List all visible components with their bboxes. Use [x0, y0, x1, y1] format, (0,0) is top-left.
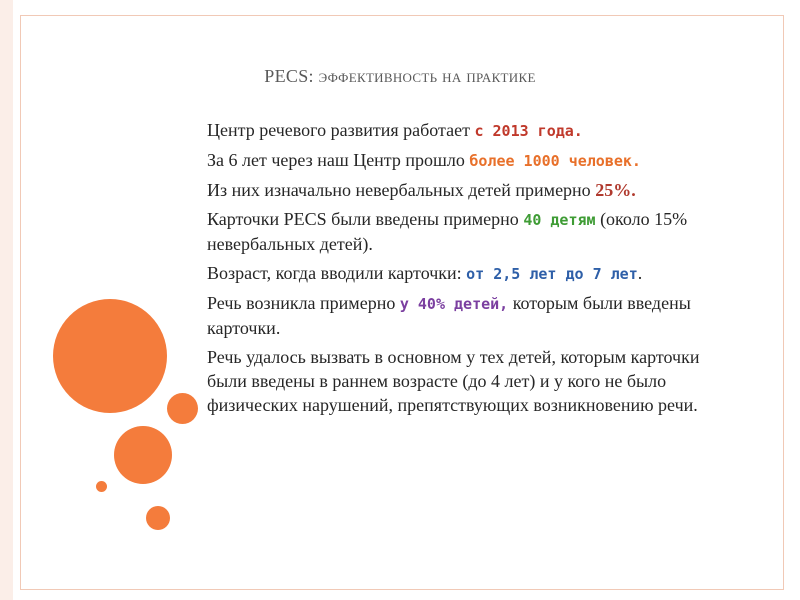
paragraph-4-text-b: (около 15% невербальных детей).: [207, 209, 688, 254]
paragraph-5-highlight: от 2,5 лет до 7 лет: [466, 265, 638, 283]
paragraph-6-text-b: которым были введены карточки.: [207, 293, 691, 338]
left-stripe-decoration: [0, 0, 13, 600]
paragraph-7-text: Речь удалось вызвать в основном у тех детей, которым карточки были введены в раннем возрасте (до 4 лет) и у кого не было физических нарушений, препятствующих возникновению речи.: [207, 347, 700, 415]
paragraph-7: [207, 345, 737, 417]
paragraph-4-highlight: 40 детям: [523, 211, 596, 229]
paragraph-5-text-a: Возраст, когда вводили карточки:: [207, 263, 467, 283]
paragraph-2-text: За 6 лет через наш Центр прошло: [207, 150, 470, 170]
paragraph-2: [207, 148, 737, 173]
paragraph-5-text-b: .: [637, 263, 643, 283]
large-circle-decoration: [53, 299, 167, 413]
paragraph-4: [207, 207, 737, 256]
paragraph-1: [207, 118, 737, 143]
paragraph-1-text: Центр речевого развития работает: [207, 120, 475, 140]
paragraph-2-highlight: более 1000 человек.: [469, 152, 641, 170]
paragraph-3: [207, 178, 737, 202]
paragraph-6: [207, 291, 737, 340]
paragraph-1-highlight: с 2013 года.: [474, 122, 583, 140]
paragraph-4-text-a: Карточки PECS были введены примерно: [207, 209, 524, 229]
paragraph-6-highlight: у 40% детей,: [399, 295, 509, 313]
slide-content: [207, 118, 737, 422]
title-main: PECS:: [264, 66, 314, 86]
title-sub: эффективность на практике: [318, 66, 536, 86]
paragraph-3-text: Из них изначально невербальных детей примерно: [207, 180, 596, 200]
small-circle-decoration: [167, 393, 198, 424]
paragraph-6-text-a: Речь возникла примерно: [207, 293, 400, 313]
paragraph-3-highlight: 25%.: [595, 180, 636, 200]
small-circle-lower-decoration: [146, 506, 170, 530]
medium-circle-decoration: [114, 426, 172, 484]
paragraph-5: [207, 261, 737, 286]
tiny-circle-decoration: [96, 481, 107, 492]
slide-title: [0, 66, 800, 87]
